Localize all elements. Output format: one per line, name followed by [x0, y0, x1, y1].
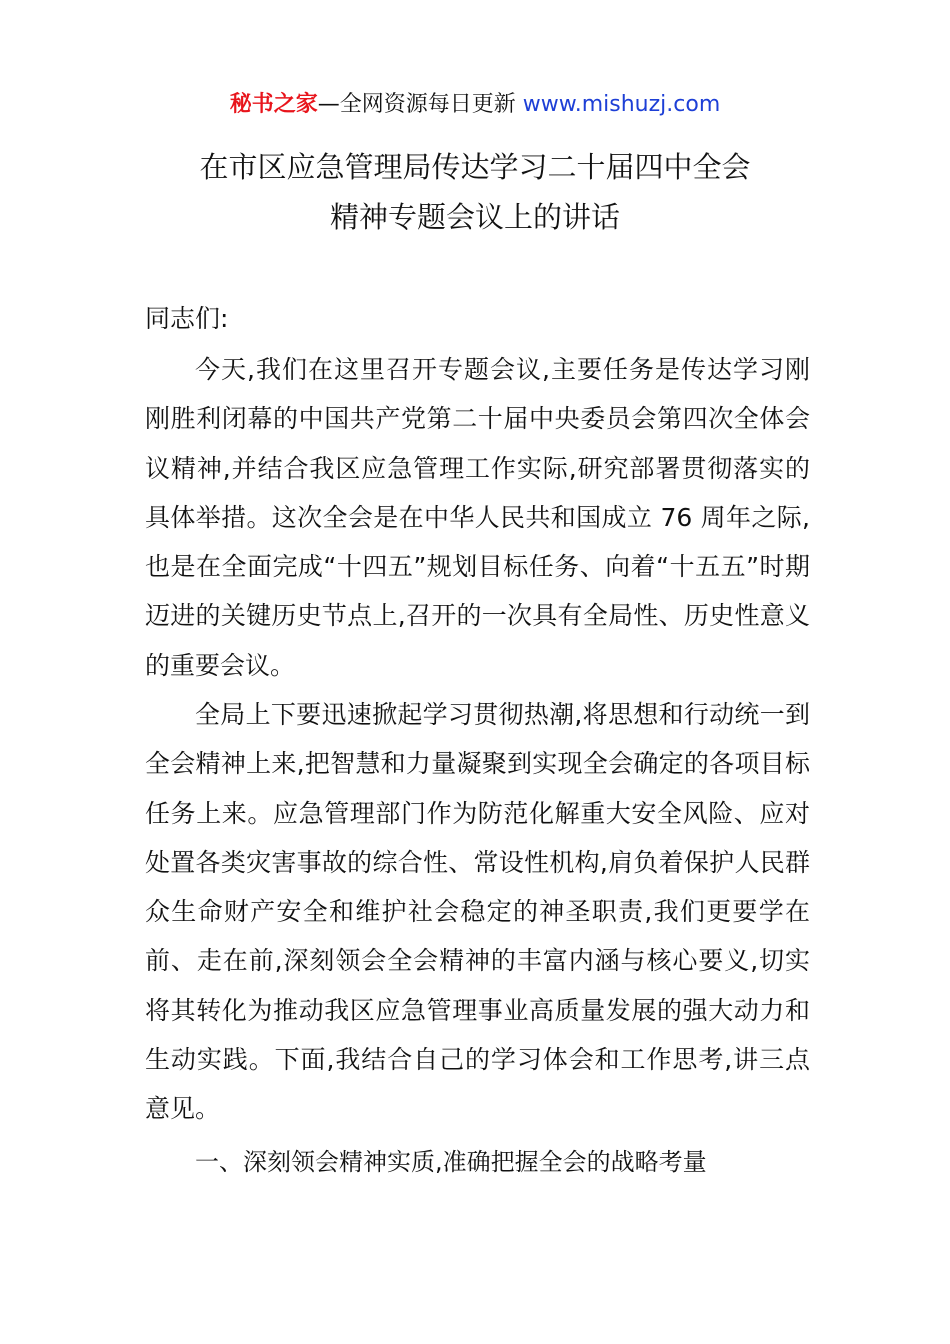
site-url-link[interactable]: www.mishuzj.com — [522, 92, 721, 117]
header-tagline: 全网资源每日更新 — [339, 92, 516, 117]
body-paragraph-1: 今天,我们在这里召开专题会议,主要任务是传达学习刚刚胜利闭幕的中国共产党第二十届中央委员会第四次全体会议精神,并结合我区应急管理工作实际,研究部署贯彻落实的具体举措。这次全会是在中华人民共和国成立 76 周年之际,也是在全面完成“十四五”规划目标任务、向着“十五五”时期迈进的关键历史节点上,召开的一次具有全局性、历史性意义的重要会议。 — [145, 355, 810, 680]
salutation: 同志们: — [145, 304, 229, 333]
site-header — [0, 88, 950, 122]
body-paragraph-2: 全局上下要迅速掀起学习贯彻热潮,将思想和行动统一到全会精神上来,把智慧和力量凝聚到实现全会确定的各项目标任务上来。应急管理部门作为防范化解重大安全风险、应对处置各类灾害事故的综合性、常设性机构,肩负着保护人民群众生命财产安全和维护社会稳定的神圣职责,我们更要学在前、走在前,深刻领会全会精神的丰富内涵与核心要义,切实将其转化为推动我区应急管理事业高质量发展的强大动力和生动实践。下面,我结合自己的学习体会和工作思考,讲三点意见。 — [145, 700, 810, 1124]
document-title-line-2: 精神专题会议上的讲话 — [329, 200, 620, 234]
brand-name: 秘书之家 — [229, 92, 318, 117]
document-title-line-1: 在市区应急管理局传达学习二十届四中全会 — [199, 150, 751, 184]
header-dash: — — [317, 92, 340, 117]
section-heading-1: 一、深刻领会精神实质,准确把握全会的战略考量 — [195, 1148, 707, 1176]
